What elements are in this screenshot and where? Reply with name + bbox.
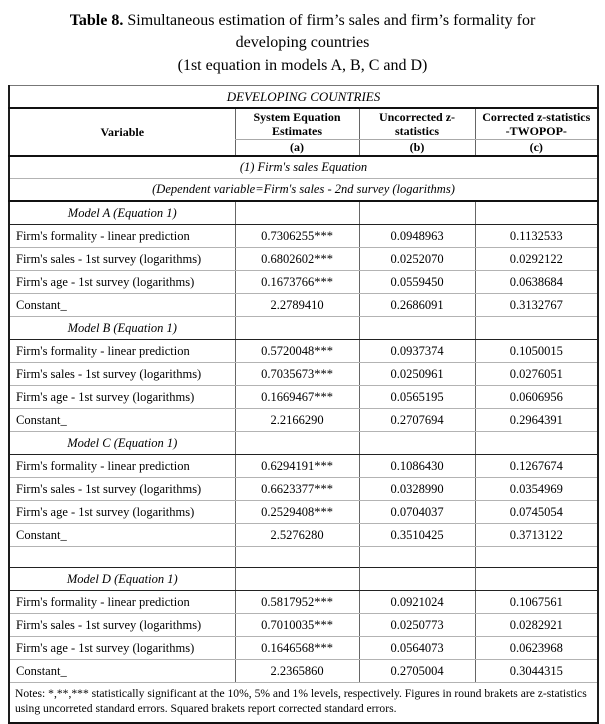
cell-uncorrected-z: 0.0559450 [359,271,475,294]
cell-uncorrected-z: 0.2686091 [359,294,475,317]
row-variable: Firm's formality - linear prediction [9,455,235,478]
cell-corrected-z: 0.2964391 [475,409,598,432]
row-variable: Firm's formality - linear prediction [9,340,235,363]
empty-cell [235,432,359,455]
col-header-uncorrected-z [359,108,475,139]
table-row [9,294,598,317]
col-header-estimates-line2: Estimates [272,123,322,138]
cell-estimate: 0.2529408*** [235,501,359,524]
cell-corrected-z: 0.0282921 [475,614,598,637]
row-variable: Firm's sales - 1st survey (logarithms) [9,363,235,386]
col-header-corrected-z [475,108,598,139]
row-variable: Firm's age - 1st survey (logarithms) [9,271,235,294]
cell-uncorrected-z: 0.0704037 [359,501,475,524]
col-subheader-c: (c) [475,140,598,157]
table-body [9,201,598,683]
equation-header: (1) Firm's sales Equation [9,156,598,179]
table-header-rows [9,86,598,201]
model-label: Model D (Equation 1) [9,568,235,591]
table-row [9,409,598,432]
cell-corrected-z: 0.0354969 [475,478,598,501]
cell-estimate: 0.1673766*** [235,271,359,294]
model-label: Model C (Equation 1) [9,432,235,455]
cell-estimate: 0.5817952*** [235,591,359,614]
table-row [9,386,598,409]
table-number: Table 8. [69,12,124,29]
table-row [9,591,598,614]
cell-estimate: 0.1669467*** [235,386,359,409]
row-variable: Firm's sales - 1st survey (logarithms) [9,248,235,271]
cell-uncorrected-z: 0.0948963 [359,225,475,248]
col-header-corrected-line2: -TWOPOP- [505,123,567,138]
empty-cell [359,317,475,340]
table-row [9,478,598,501]
empty-cell [475,432,598,455]
cell-corrected-z: 0.1067561 [475,591,598,614]
col-header-corrected-line1: Corrected z-statistics [482,110,591,125]
empty-cell [359,432,475,455]
empty-cell [475,201,598,225]
table-title [0,0,605,77]
cell-corrected-z: 0.1132533 [475,225,598,248]
dependent-variable-row [9,179,598,202]
table-notes: Notes: *,**,*** statistically significant at the 10%, 5% and 1% levels, respectively. Figures in round brakets are z-statistics using uncorreted standard errors. Squared brakets report corrected standard errors. [9,683,598,723]
title-line-2: developing countries [235,34,370,52]
row-variable: Firm's sales - 1st survey (logarithms) [9,614,235,637]
col-header-uncorrected-line1: Uncorrected z- [378,110,456,125]
cell-uncorrected-z: 0.0250961 [359,363,475,386]
cell-corrected-z: 0.1050015 [475,340,598,363]
row-variable: Firm's age - 1st survey (logarithms) [9,501,235,524]
empty-cell [359,201,475,225]
cell-corrected-z: 0.0745054 [475,501,598,524]
spacer-cell [359,547,475,568]
cell-corrected-z: 0.0292122 [475,248,598,271]
cell-uncorrected-z: 0.1086430 [359,455,475,478]
row-variable: Firm's sales - 1st survey (logarithms) [9,478,235,501]
cell-estimate: 2.2365860 [235,660,359,683]
spacer-cell [9,547,235,568]
col-header-variable: Variable [9,108,235,156]
table-row [9,271,598,294]
cell-uncorrected-z: 0.0564073 [359,637,475,660]
model-label-row [9,317,598,340]
empty-cell [359,568,475,591]
results-table [8,85,599,723]
cell-estimate: 0.7306255*** [235,225,359,248]
cell-estimate: 2.5276280 [235,524,359,547]
cell-corrected-z: 0.0606956 [475,386,598,409]
cell-corrected-z: 0.1267674 [475,455,598,478]
model-label: Model B (Equation 1) [9,317,235,340]
table-row [9,524,598,547]
table-row [9,363,598,386]
column-header-row [9,108,598,139]
empty-cell [475,317,598,340]
cell-estimate: 0.5720048*** [235,340,359,363]
table-row [9,501,598,524]
cell-corrected-z: 0.3713122 [475,524,598,547]
cell-estimate: 0.6623377*** [235,478,359,501]
table-row [9,660,598,683]
cell-estimate: 0.6294191*** [235,455,359,478]
dependent-variable-note: (Dependent variable=Firm's sales - 2nd survey (logarithms) [9,179,598,202]
cell-estimate: 0.6802602*** [235,248,359,271]
cell-estimate: 2.2166290 [235,409,359,432]
row-variable: Constant_ [9,294,235,317]
cell-uncorrected-z: 0.0252070 [359,248,475,271]
table-row [9,637,598,660]
table-row [9,340,598,363]
cell-estimate: 0.7010035*** [235,614,359,637]
row-variable: Firm's formality - linear prediction [9,225,235,248]
row-variable: Constant_ [9,409,235,432]
cell-uncorrected-z: 0.0921024 [359,591,475,614]
model-label-row [9,568,598,591]
col-subheader-a: (a) [235,140,359,157]
spacer-row [9,547,598,568]
cell-uncorrected-z: 0.2707694 [359,409,475,432]
title-line-1 [0,10,605,32]
cell-uncorrected-z: 0.0328990 [359,478,475,501]
empty-cell [235,201,359,225]
equation-header-row [9,156,598,179]
empty-cell [475,568,598,591]
table-row [9,248,598,271]
cell-corrected-z: 0.3132767 [475,294,598,317]
cell-corrected-z: 0.0638684 [475,271,598,294]
table-row [9,225,598,248]
empty-cell [235,568,359,591]
spacer-cell [235,547,359,568]
col-header-estimates-line1: System Equation [253,110,341,125]
title-line-3: (1st equation in models A, B, C and D) [177,56,428,74]
cell-uncorrected-z: 0.0565195 [359,386,475,409]
cell-uncorrected-z: 0.3510425 [359,524,475,547]
col-header-uncorrected-line2: statistics [395,123,439,138]
cell-corrected-z: 0.3044315 [475,660,598,683]
col-subheader-b: (b) [359,140,475,157]
empty-cell [235,317,359,340]
row-variable: Constant_ [9,524,235,547]
cell-uncorrected-z: 0.2705004 [359,660,475,683]
title-text: Simultaneous estimation of firm’s sales and firm’s formality for [123,12,536,29]
cell-estimate: 2.2789410 [235,294,359,317]
cell-corrected-z: 0.0623968 [475,637,598,660]
row-variable: Firm's age - 1st survey (logarithms) [9,637,235,660]
model-label-row [9,201,598,225]
spacer-cell [475,547,598,568]
cell-estimate: 0.7035673*** [235,363,359,386]
cell-uncorrected-z: 0.0937374 [359,340,475,363]
model-label-row [9,432,598,455]
region-header: DEVELOPING COUNTRIES [9,86,598,109]
row-variable: Firm's age - 1st survey (logarithms) [9,386,235,409]
row-variable: Constant_ [9,660,235,683]
cell-estimate: 0.1646568*** [235,637,359,660]
table-row [9,455,598,478]
region-header-row [9,86,598,109]
col-header-estimates [235,108,359,139]
cell-uncorrected-z: 0.0250773 [359,614,475,637]
table-row [9,614,598,637]
model-label: Model A (Equation 1) [9,201,235,225]
row-variable: Firm's formality - linear prediction [9,591,235,614]
cell-corrected-z: 0.0276051 [475,363,598,386]
